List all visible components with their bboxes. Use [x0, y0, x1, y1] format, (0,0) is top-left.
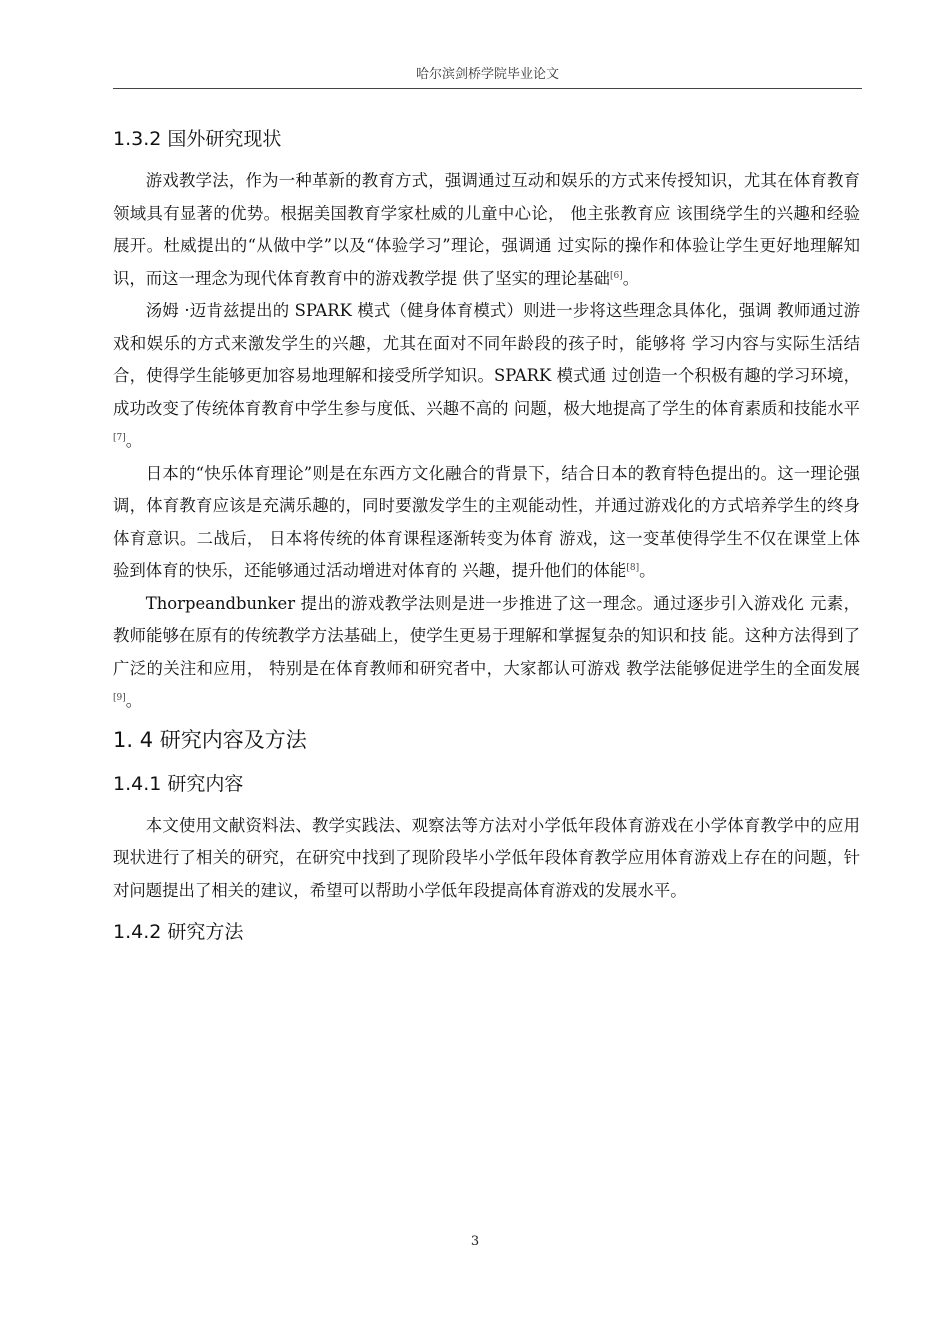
section-1-3-2-body: [113, 165, 860, 718]
paragraph-dewey: 游戏教学法，作为一种革新的教育方式，强调通过互动和娱乐的方式来传授知识，尤其在体育教育领域具有显著的优势。根据美国教育学家杜威的儿童中心论， 他主张教育应 该围绕学生的兴趣和经验展开。杜威提出的“从做中学”以及“体验学习”理论，强调通 过实际的操作和体验让学生更好地理解知识，而这一理念为现代体育教育中的游戏教学提 供了坚实的理论基础[6]。: [113, 171, 860, 288]
section-heading-1-4: 1. 4 研究内容及方法: [113, 727, 307, 752]
paragraph-thorpe-bunker: Thorpeandbunker 提出的游戏教学法则是进一步推进了这一理念。通过逐步引入游戏化 元素，教师能够在原有的传统教学方法基础上，使学生更易于理解和掌握复杂的知识和技 能。这种方法得到了广泛的关注和应用， 特别是在体育教师和研究者中，大家都认可游戏 教学法能够促进学生的全面发展[9]。: [113, 593, 860, 710]
section-heading-1-3-2: 1.3.2 国外研究现状: [113, 128, 282, 150]
section-1-4-1-body: [113, 810, 860, 908]
header-divider: [113, 88, 862, 89]
citation-6: [6]: [609, 270, 623, 281]
section-heading-1-4-2: 1.4.2 研究方法: [113, 921, 244, 943]
paragraph-spark: 汤姆 ·迈肯兹提出的 SPARK 模式（健身体育模式）则进一步将这些理念具体化，强调 教师通过游戏和娱乐的方式来激发学生的兴趣，尤其在面对不同年龄段的孩子时，能够将 学习内容与实际生活结合，使得学生能够更加容易地理解和接受所学知识。SPARK 模式通 过创造一个积极有趣的学习环境，成功改变了传统体育教育中学生参与度低、兴趣不高的 问题，极大地提高了学生的体育素质和技能水平[7]。: [113, 301, 860, 450]
page-body: [113, 124, 860, 947]
citation-9: [9]: [113, 693, 126, 703]
citation-7: [7]: [113, 433, 126, 443]
running-header: 哈尔滨剑桥学院毕业论文: [415, 67, 559, 82]
citation-8: [8]: [626, 563, 640, 573]
paragraph-japan: 日本的“快乐体育理论”则是在东西方文化融合的背景下，结合日本的教育特色提出的。这一理论强调，体育教育应该是充满乐趣的，同时要激发学生的主观能动性，并通过游戏化的方式培养学生的终身体育意识。二战后， 日本将传统的体育课程逐渐转变为体育 游戏，这一变革使得学生不仅在课堂上体验到体育的快乐，还能够通过活动增进对体育的 兴趣，提升他们的体能[8]。: [113, 463, 860, 580]
page-number: 3: [470, 1234, 480, 1249]
paragraph-research-content: 本文使用文献资料法、教学实践法、观察法等方法对小学低年段体育游戏在小学体育教学中的应用现状进行了相关的研究，在研究中找到了现阶段毕小学低年段体育教学应用体育游戏上存在的问题，针对问题提出了相关的建议，希望可以帮助小学低年段提高体育游戏的发展水平。: [113, 815, 860, 900]
section-heading-1-4-1: 1.4.1 研究内容: [113, 772, 244, 795]
